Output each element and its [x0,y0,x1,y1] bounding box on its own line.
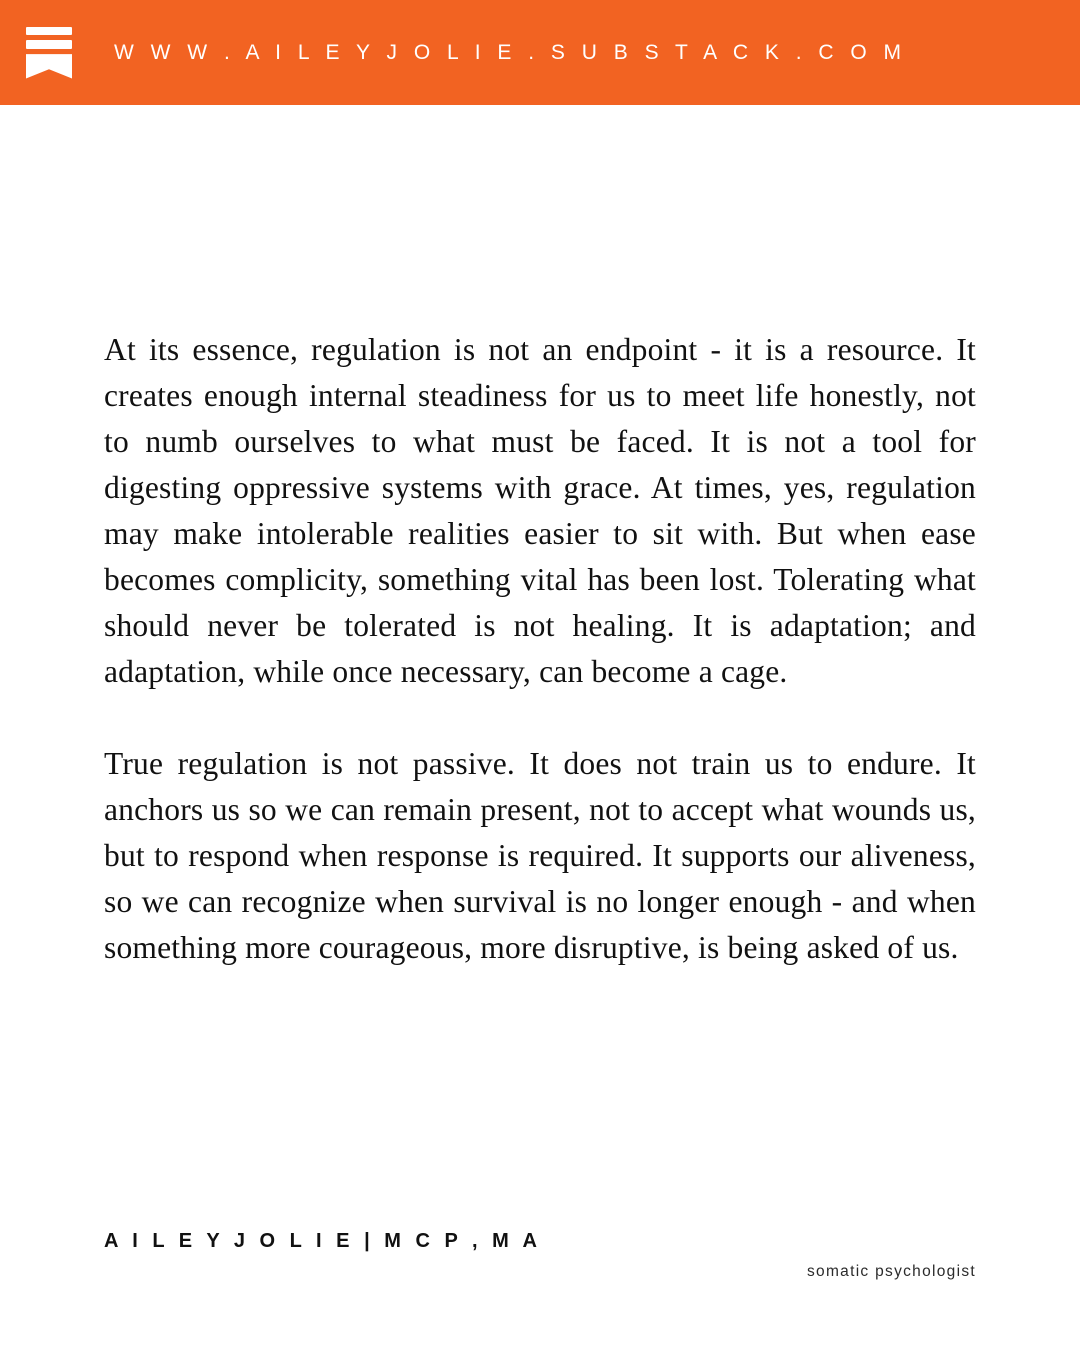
paragraph-1: At its essence, regulation is not an endpoint - it is a resource. It creates enough internal steadiness for us to meet life honestly, not to numb ourselves to what must be faced. It is not a tool for digesting oppressive systems with grace. At times, yes, regulation may make intolerable realities easier to sit with. But when ease becomes complicity, something vital has been lost. Tolerating what should never be tolerated is not healing. It is adaptation; and adaptation, while once necessary, can become a cage. [104,332,976,689]
footer [104,1230,976,1290]
logo-bar-top [26,27,72,36]
logo-bookmark-shape [26,54,72,78]
author-role: somatic psychologist [806,1263,976,1280]
content-area [0,105,1080,1350]
logo-bar-middle [26,40,72,49]
quote-block [104,327,976,971]
header-bar [0,0,1080,105]
paragraph-2: True regulation is not passive. It does not train us to endure. It anchors us so we can remain present, not to accept what wounds us, but to respond when response is required. It supports our aliveness, so we can recognize when survival is no longer enough - and when something more courageous, more disruptive, is being asked of us. [104,746,976,965]
substack-logo-icon [26,27,72,79]
author-name: A I L E Y J O L I E | M C P , M A [104,1230,542,1252]
site-url-label: W W W . A I L E Y J O L I E . S U B S T A C K . C O M [114,40,907,64]
